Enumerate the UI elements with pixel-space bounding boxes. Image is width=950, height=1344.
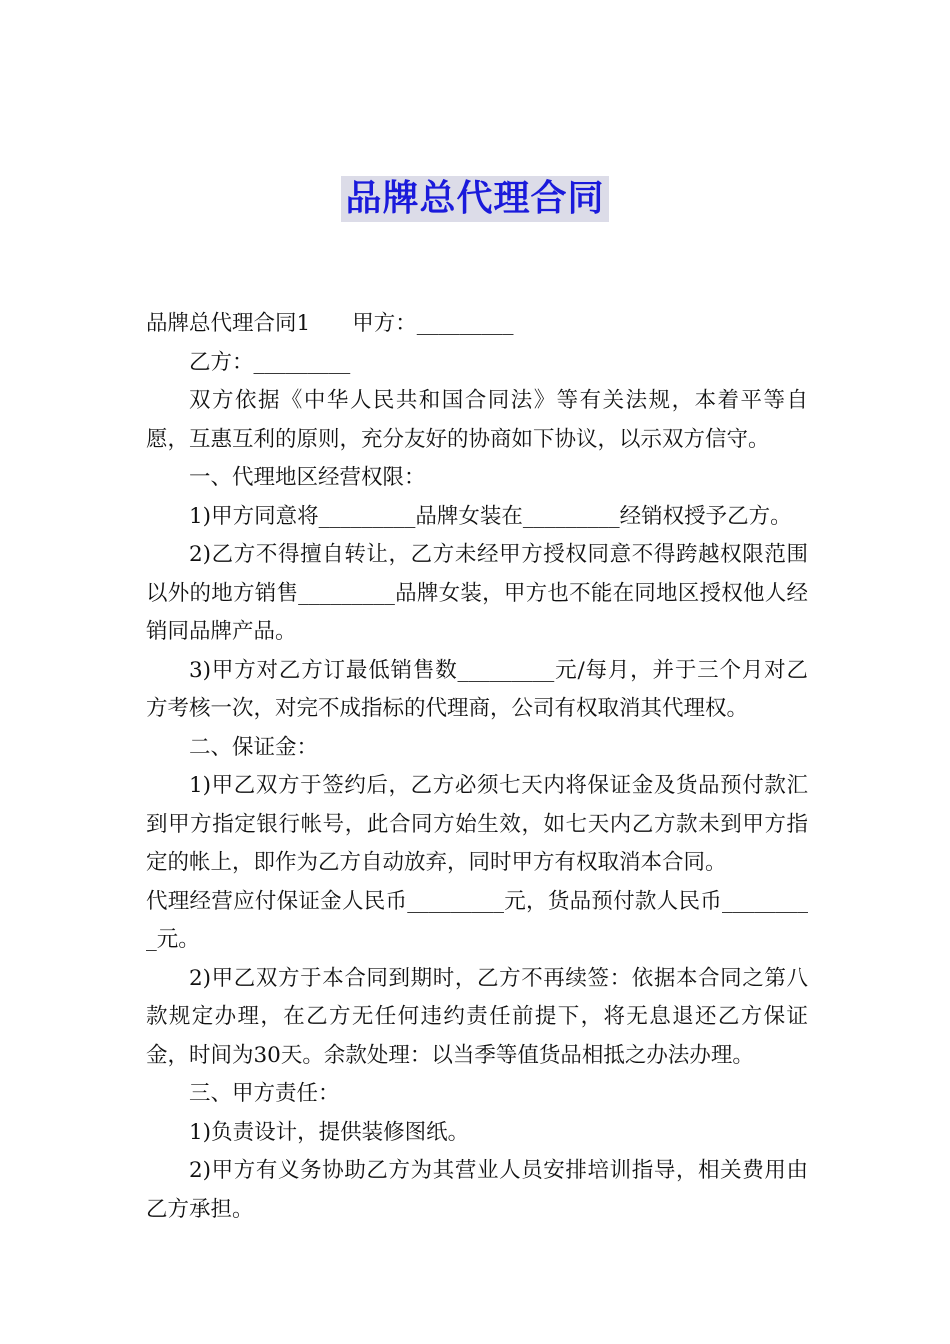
clause-3-2: 2)甲方有义务协助乙方为其营业人员安排培训指导，相关费用由乙方承担。 (146, 1158, 808, 1222)
clause-1-1: 1)甲方同意将_________品牌女装在_________经销权授予乙方。 (189, 503, 792, 529)
section-heading-party-a-duties: 三、甲方责任： (189, 1081, 340, 1106)
section-heading-territory: 一、代理地区经营权限： (189, 465, 426, 490)
clause-1-3: 3)甲方对乙方订最低销售数_________元/每月，并于三个月对乙方考核一次，对完不成指标的代理商，公司有权取消其代理权。 (146, 657, 808, 721)
section-heading-deposit: 二、保证金： (189, 734, 319, 760)
clause-2-1: 1)甲乙双方于签约后，乙方必须七天内将保证金及货品预付款汇到甲方指定银行帐号，此合同方始生效，如七天内乙方款未到甲方指定的帐上，即作为乙方自动放弃，同时甲方有权取消本合同。 (146, 773, 808, 875)
party-b-line: 乙方：_________ (189, 349, 351, 375)
clause-3-1: 1)负责设计，提供装修图纸。 (189, 1119, 470, 1145)
document-body (146, 305, 808, 1229)
clause-2-2: 2)甲乙双方于本合同到期时，乙方不再续签：依据本合同之第八款规定办理，在乙方无任何违约责任前提下，将无息退还乙方保证金，时间为30天。余款处理：以当季等值货品相抵之办法办理。 (146, 965, 808, 1068)
clause-1-2: 2)乙方不得擅自转让，乙方未经甲方授权同意不得跨越权限范围以外的地方销售_________品牌女装，甲方也不能在同地区授权他人经销同品牌产品。 (146, 542, 808, 644)
contract-label: 品牌总代理合同1 (146, 311, 311, 336)
document-title: 品牌总代理合同 (341, 176, 608, 222)
party-a-line: 甲方：_________ (352, 311, 514, 336)
contract-header-line (146, 305, 808, 344)
title-container (0, 176, 950, 222)
preamble-paragraph: 双方依据《中华人民共和国合同法》等有关法规，本着平等自愿，互惠互利的原则，充分友好的协商如下协议，以示双方信守。 (146, 388, 808, 452)
clause-2-1-amounts: 代理经营应付保证金人民币_________元，货品预付款人民币_________元。 (146, 888, 808, 952)
